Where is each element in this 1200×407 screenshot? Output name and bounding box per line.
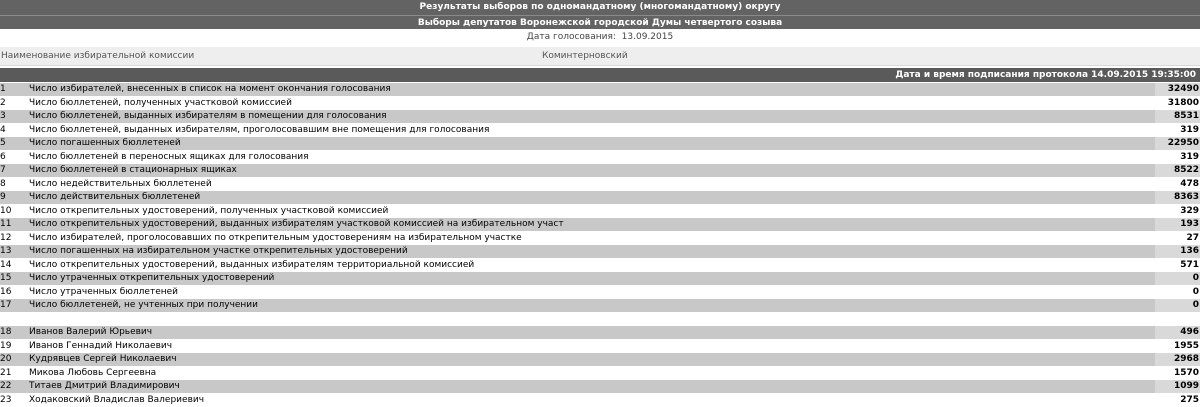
row-value: 1955 [1155, 340, 1200, 353]
table-row [0, 110, 1200, 124]
row-value: 1099 [1155, 380, 1200, 393]
row-value: 8531 [1155, 110, 1200, 123]
row-number: 9 [0, 191, 26, 205]
row-value: 27 [1155, 232, 1200, 245]
row-label: Число погашенных на избирательном участке открепительных удостоверений [29, 245, 408, 259]
row-label: Число открепительных удостоверений, полученных участковой комиссией [29, 205, 388, 219]
table-row [0, 286, 1200, 300]
row-value: 496 [1155, 326, 1200, 339]
row-label: Число избирателей, внесенных в список на момент окончания голосования [29, 83, 391, 97]
row-number: 3 [0, 110, 26, 124]
row-number: 7 [0, 164, 26, 178]
commission-row [0, 47, 1200, 66]
row-number: 13 [0, 245, 26, 259]
row-value: 0 [1155, 272, 1200, 285]
row-value: 275 [1155, 394, 1200, 407]
table-row [0, 205, 1200, 219]
row-label: Число недействительных бюллетеней [29, 178, 212, 192]
row-value: 22950 [1155, 137, 1200, 150]
table-row [0, 97, 1200, 111]
row-label: Микова Любовь Сергеевна [29, 367, 156, 381]
table-row [0, 83, 1200, 97]
row-label: Число открепительных удостоверений, выданных избирателям территориальной комиссией [29, 259, 474, 273]
row-value: 571 [1155, 259, 1200, 272]
table-row [0, 394, 1200, 407]
row-label: Число бюллетеней, выданных избирателям в помещении для голосования [29, 110, 387, 124]
table-row [0, 326, 1200, 340]
row-number: 21 [0, 367, 26, 381]
row-label: Число открепительных удостоверений, выданных избирателям участковой комиссией на избирательном участ [29, 218, 564, 232]
table-row [0, 124, 1200, 138]
commission-value: Коминтерновский [542, 47, 628, 65]
row-value: 478 [1155, 178, 1200, 191]
protocol-signed-bar [0, 68, 1200, 82]
row-number: 8 [0, 178, 26, 192]
row-number: 1 [0, 83, 26, 97]
row-value: 0 [1155, 299, 1200, 312]
row-label: Число бюллетеней, выданных избирателям, проголосовавшим вне помещения для голосования [29, 124, 489, 138]
row-number: 6 [0, 151, 26, 165]
row-label: Титаев Дмитрий Владимирович [29, 380, 180, 394]
row-label: Число действительных бюллетеней [29, 191, 200, 205]
row-value: 31800 [1155, 97, 1200, 110]
row-label: Иванов Валерий Юрьевич [29, 326, 152, 340]
vote-date-label: Дата голосования: [527, 32, 616, 42]
row-number: 22 [0, 380, 26, 394]
row-label: Число утраченных бюллетеней [29, 286, 178, 300]
vote-date [0, 31, 1200, 43]
election-subtitle: Выборы депутатов Воронежской городской Думы четвертого созыва [0, 15, 1200, 29]
table-row [0, 367, 1200, 381]
row-number: 20 [0, 353, 26, 367]
row-value: 319 [1155, 124, 1200, 137]
row-value: 329 [1155, 205, 1200, 218]
table-row [0, 191, 1200, 205]
table-row [0, 164, 1200, 178]
table-row [0, 218, 1200, 232]
row-label: Число бюллетеней, не учтенных при получении [29, 299, 258, 313]
row-number: 11 [0, 218, 26, 232]
row-label: Ходаковский Владислав Валериевич [29, 394, 204, 407]
row-label: Число погашенных бюллетеней [29, 137, 181, 151]
row-label: Число избирателей, проголосовавших по открепительным удостоверениям на избирательном участке [29, 232, 522, 246]
row-number: 12 [0, 232, 26, 246]
row-value: 8522 [1155, 164, 1200, 177]
row-value: 32490 [1155, 83, 1200, 96]
table-row [0, 299, 1200, 313]
row-number: 4 [0, 124, 26, 138]
table-row [0, 232, 1200, 246]
row-number: 18 [0, 326, 26, 340]
row-value: 0 [1155, 286, 1200, 299]
row-number: 5 [0, 137, 26, 151]
page-title: Результаты выборов по одномандатному (многомандатному) округу [0, 0, 1200, 15]
table-row [0, 272, 1200, 286]
vote-date-value: 13.09.2015 [622, 32, 674, 42]
row-number: 14 [0, 259, 26, 273]
table-row [0, 151, 1200, 165]
table-row [0, 137, 1200, 151]
row-value: 2968 [1155, 353, 1200, 366]
row-number: 15 [0, 272, 26, 286]
table-row [0, 353, 1200, 367]
row-number: 2 [0, 97, 26, 111]
candidates-table [0, 326, 1200, 407]
row-label: Число утраченных открепительных удостоверений [29, 272, 274, 286]
row-value: 8363 [1155, 191, 1200, 204]
row-label: Число бюллетеней в стационарных ящиках [29, 164, 237, 178]
row-number: 17 [0, 299, 26, 313]
row-value: 136 [1155, 245, 1200, 258]
row-value: 1570 [1155, 367, 1200, 380]
commission-label: Наименование избирательной комиссии [1, 47, 194, 65]
table-row [0, 380, 1200, 394]
table-row [0, 340, 1200, 354]
table-row [0, 245, 1200, 259]
table-spacer [0, 312, 1200, 326]
protocol-signed-label: Дата и время подписания протокола [895, 70, 1088, 80]
table-row [0, 178, 1200, 192]
row-label: Число бюллетеней в переносных ящиках для голосования [29, 151, 309, 165]
row-label: Число бюллетеней, полученных участковой комиссией [29, 97, 292, 111]
table-row [0, 259, 1200, 273]
protocol-signed-at: 14.09.2015 19:35:00 [1091, 70, 1196, 80]
row-value: 193 [1155, 218, 1200, 231]
row-label: Иванов Геннадий Николаевич [29, 340, 172, 354]
row-number: 23 [0, 394, 26, 407]
row-number: 16 [0, 286, 26, 300]
row-number: 19 [0, 340, 26, 354]
row-label: Кудрявцев Сергей Николаевич [29, 353, 177, 367]
row-number: 10 [0, 205, 26, 219]
stats-table [0, 83, 1200, 313]
row-value: 319 [1155, 151, 1200, 164]
